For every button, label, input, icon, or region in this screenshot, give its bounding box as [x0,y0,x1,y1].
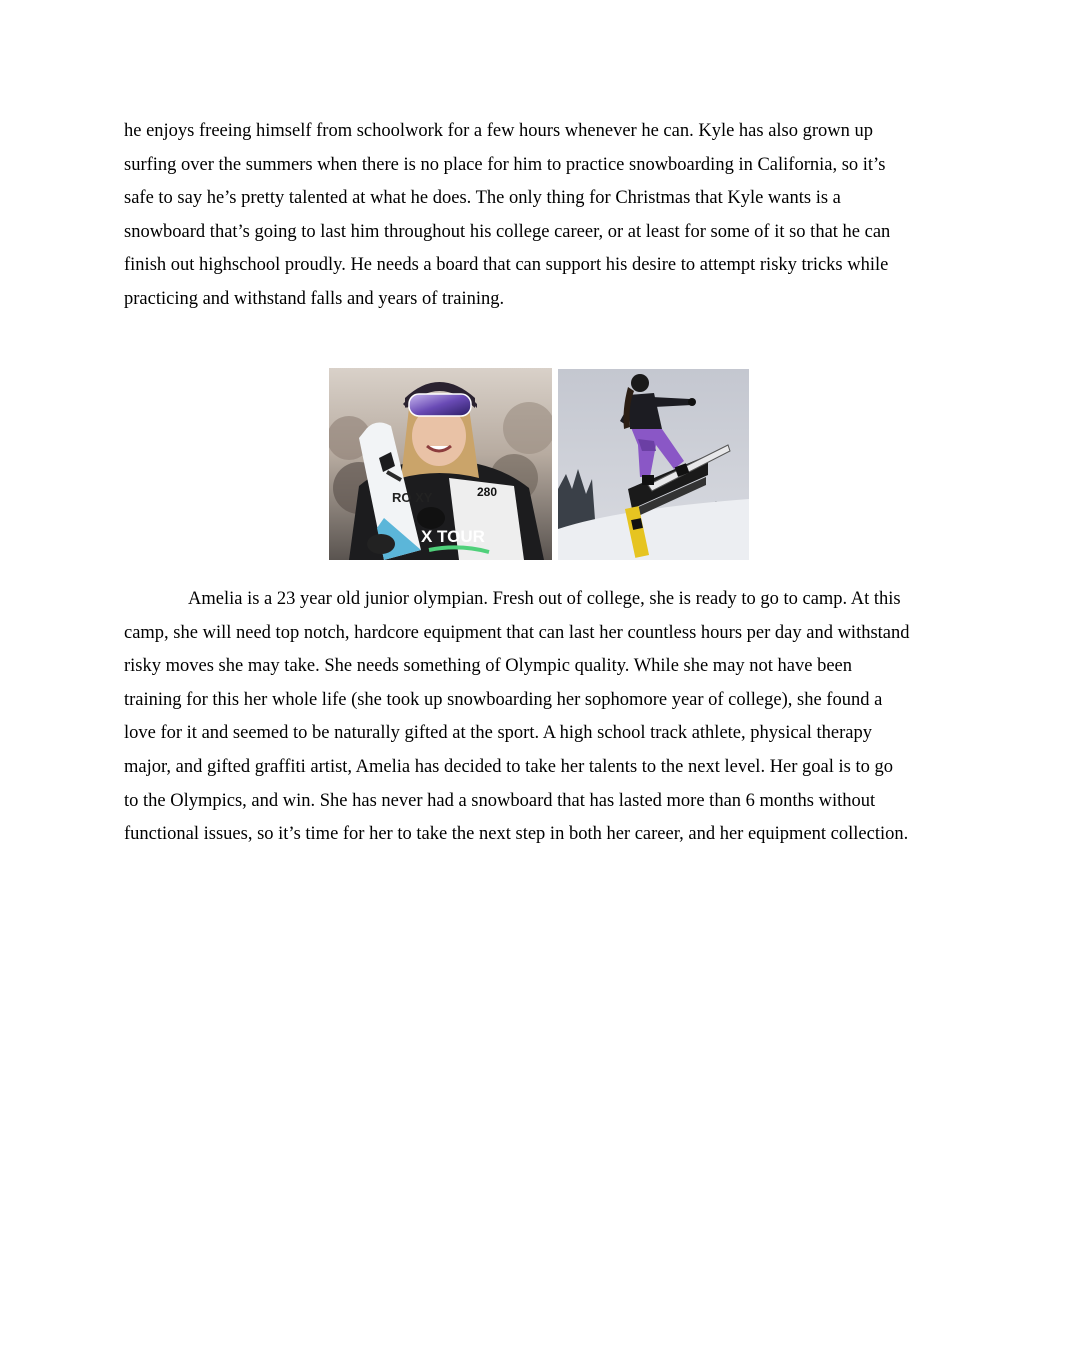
paragraph-line: surfing over the summers when there is no place for him to practice snowboarding in California, so it’s [124,154,886,175]
paragraph-line: to the Olympics, and win. She has never had a snowboard that has lasted more than 6 months without [124,790,876,811]
paragraph-line: risky moves she may take. She needs something of Olympic quality. While she may not have been [124,656,853,677]
board-brand-text: RO XY [392,490,433,505]
snowboarder-rail-photo [558,369,749,560]
bib-number: 280 [477,485,498,499]
paragraph-line: camp, she will need top notch, hardcore equipment that can last her countless hours per day and withstand [124,622,910,643]
paragraph-kyle [124,115,954,317]
paragraph-line: he enjoys freeing himself from schoolwork for a few hours whenever he can. Kyle has also grown up [124,121,874,141]
paragraph-line: training for this her whole life (she took up snowboarding her sophomore year of college), she found a [124,689,883,710]
snowboarder-portrait-photo [329,368,552,560]
paragraph-line: functional issues, so it’s time for her to take the next step in both her career, and her equipment collection. [124,824,909,845]
paragraph-amelia [124,583,954,852]
paragraph-line: safe to say he’s pretty talented at what he does. The only thing for Christmas that Kyle wants is a [124,188,841,209]
paragraph-line: love for it and seemed to be naturally gifted at the sport. A high school track athlete, physical therapy [124,723,873,744]
paragraph-line: major, and gifted graffiti artist, Amelia has decided to take her talents to the next level. Her goal is to go [124,756,894,777]
paragraph-line: practicing and withstand falls and years of training. [124,288,505,309]
paragraph-line: snowboard that’s going to last him throughout his college career, or at least for some of it so that he can [124,221,891,242]
paragraph-line: Amelia is a 23 year old junior olympian. Fresh out of college, she is ready to go to camp. At this [188,589,901,609]
banner-text: X TOUR [421,527,485,546]
paragraph-line: finish out highschool proudly. He needs a board that can support his desire to attempt risky tricks while [124,255,889,276]
